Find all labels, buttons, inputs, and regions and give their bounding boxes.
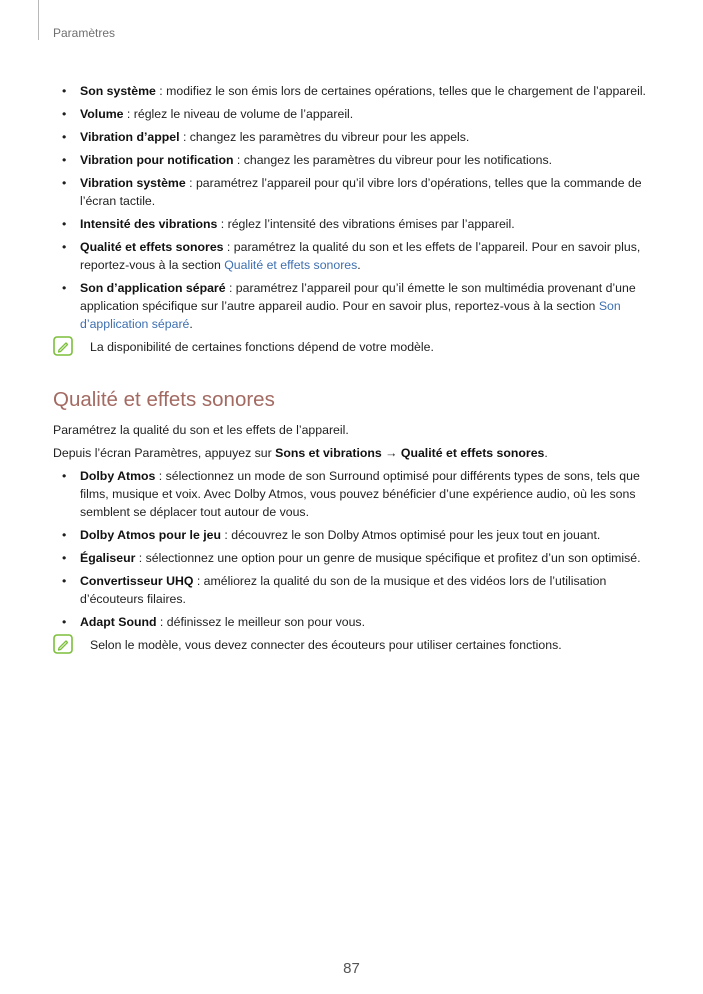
list-item: [53, 526, 647, 544]
bullet-icon: •: [62, 153, 67, 167]
list-item: [53, 279, 647, 333]
note-text: Selon le modèle, vous devez connecter des écouteurs pour utiliser certaines fonctions.: [90, 638, 562, 652]
path-step: Qualité et effets sonores: [400, 446, 545, 460]
punctuation: .: [357, 258, 361, 272]
bullet-icon: •: [62, 469, 67, 483]
bullet-icon: •: [62, 574, 67, 588]
term: Dolby Atmos: [80, 469, 156, 483]
description: : définissez le meilleur son pour vous.: [156, 615, 365, 629]
bullet-icon: •: [62, 130, 67, 144]
bullet-icon: •: [62, 176, 67, 190]
list-item: [53, 105, 647, 123]
description: : réglez l’intensité des vibrations émises par l’appareil.: [217, 217, 515, 231]
punctuation: .: [189, 317, 193, 331]
term: Dolby Atmos pour le jeu: [80, 528, 221, 542]
description: : paramétrez l’appareil pour qu’il émette le son multimédia provenant d’une application spécifique sur l’autre appareil audio. Pour en savoir plus, reportez-vous à la section: [80, 281, 636, 313]
term: Vibration pour notification: [80, 153, 234, 167]
list-item: [53, 572, 647, 608]
term: Volume: [80, 107, 124, 121]
note: [53, 636, 647, 654]
list-item: [53, 467, 647, 521]
list-item: [53, 215, 647, 233]
bullet-icon: •: [62, 217, 67, 231]
bullet-icon: •: [62, 615, 67, 629]
description: : sélectionnez une option pour un genre de musique spécifique et profitez d’un son optimisé.: [135, 551, 641, 565]
description: : réglez le niveau de volume de l’appareil.: [123, 107, 354, 121]
term: Qualité et effets sonores: [80, 240, 224, 254]
term: Égaliseur: [80, 551, 136, 565]
term: Vibration système: [80, 176, 186, 190]
description: : modifiez le son émis lors de certaines opérations, telles que le chargement de l’appareil.: [155, 84, 646, 98]
term: Vibration d’appel: [80, 130, 180, 144]
path-prefix: Depuis l’écran Paramètres, appuyez sur: [53, 446, 276, 460]
path-step: Sons et vibrations: [275, 446, 382, 460]
bullet-icon: •: [62, 84, 67, 98]
section-link[interactable]: Qualité et effets sonores: [224, 258, 358, 272]
list-item: [53, 238, 647, 274]
term: Intensité des vibrations: [80, 217, 218, 231]
arrow-icon: →: [381, 446, 401, 460]
term: Son d’application séparé: [80, 281, 226, 295]
note: [53, 338, 647, 356]
note-icon: [53, 634, 73, 654]
term: Convertisseur UHQ: [80, 574, 194, 588]
bullet-icon: •: [62, 240, 67, 254]
page-number: 87: [343, 960, 360, 977]
description: : changez les paramètres du vibreur pour les notifications.: [233, 153, 553, 167]
note-text: La disponibilité de certaines fonctions dépend de votre modèle.: [90, 340, 434, 354]
term: Adapt Sound: [80, 615, 157, 629]
sound-quality-list: [53, 467, 647, 631]
description: : changez les paramètres du vibreur pour les appels.: [179, 130, 470, 144]
bullet-icon: •: [62, 107, 67, 121]
term: Son système: [80, 84, 156, 98]
list-item: [53, 151, 647, 169]
note-icon: [53, 336, 73, 356]
page-content: [53, 82, 647, 654]
description: : améliorez la qualité du son de la musique et des vidéos lors de l’utilisation d’écouteurs filaires.: [80, 574, 607, 606]
header-rule: [38, 0, 39, 40]
page-header: Paramètres: [53, 26, 116, 40]
settings-list: [53, 82, 647, 333]
description: : paramétrez la qualité du son et les effets de l’appareil. Pour en savoir plus, reportez-vous à la section: [80, 240, 641, 272]
list-item: [53, 82, 647, 100]
navigation-path: [53, 444, 647, 462]
section-title: Qualité et effets sonores: [53, 388, 275, 411]
description: : découvrez le son Dolby Atmos optimisé pour les jeux tout en jouant.: [220, 528, 601, 542]
section-link[interactable]: Son d’application séparé: [80, 299, 621, 331]
list-item: [53, 549, 647, 567]
bullet-icon: •: [62, 528, 67, 542]
bullet-icon: •: [62, 281, 67, 295]
list-item: [53, 128, 647, 146]
description: : paramétrez l’appareil pour qu’il vibre lors d’opérations, telles que la commande de l’écran tactile.: [80, 176, 642, 208]
bullet-icon: •: [62, 551, 67, 565]
section-intro: Paramétrez la qualité du son et les effets de l’appareil.: [53, 423, 349, 437]
path-suffix: .: [544, 446, 548, 460]
list-item: [53, 613, 647, 631]
description: : sélectionnez un mode de son Surround optimisé pour différents types de sons, tels que films, musique et voix. Avec Dolby Atmos, vous pouvez bénéficier d’une expérience audio, où les sons semblent se déplacer tout autour de vous.: [80, 469, 640, 519]
list-item: [53, 174, 647, 210]
